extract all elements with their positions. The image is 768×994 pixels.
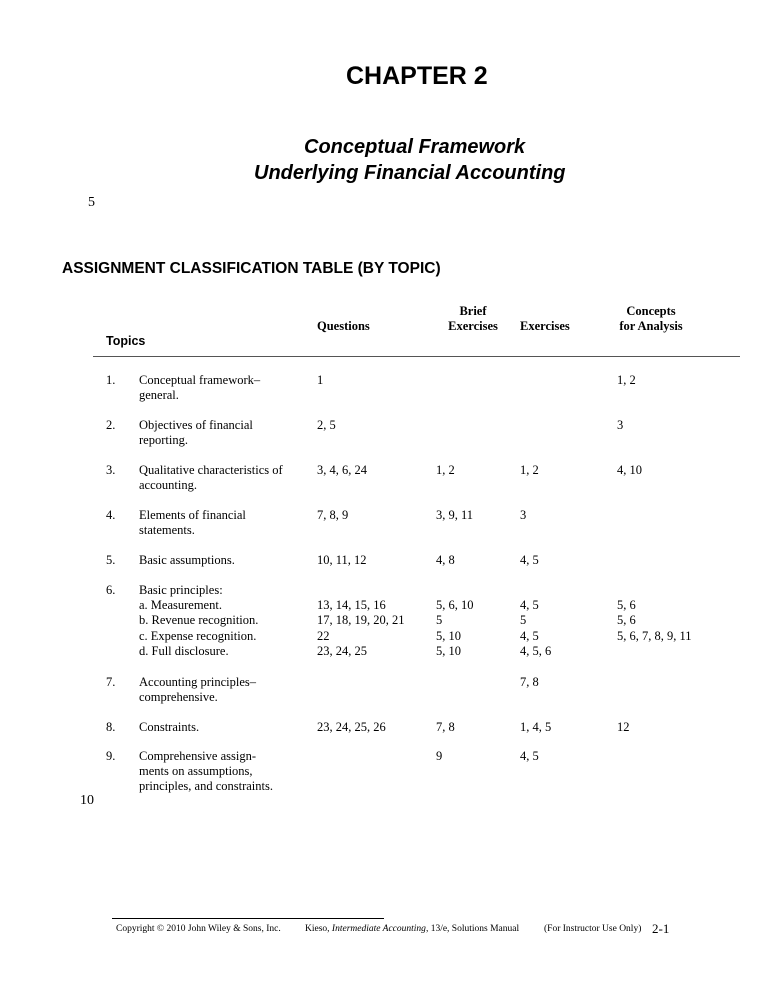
col-header-brief-line1: Brief: [459, 304, 487, 318]
cell-exercises: 4, 5: [520, 598, 539, 613]
row-number: 8.: [106, 720, 116, 734]
col-header-concepts: [614, 304, 688, 334]
cell-topic: Qualitative characteristics of: [139, 463, 283, 477]
cell-topic: ments on assumptions,: [139, 764, 253, 779]
cell-concepts: 3: [617, 418, 624, 432]
col-header-brief-exercises: [444, 304, 502, 334]
cell-concepts: 5, 6: [617, 598, 636, 613]
cell-brief-exercises: 1, 2: [436, 463, 455, 477]
footer-page-number: 2-1: [652, 921, 670, 936]
cell-topic: comprehensive.: [139, 690, 218, 705]
cell-exercises: 7, 8: [520, 675, 539, 689]
section-title: ASSIGNMENT CLASSIFICATION TABLE (BY TOPIC): [62, 260, 441, 277]
cell-topic: Constraints.: [139, 720, 200, 734]
row-number: 5.: [106, 553, 116, 567]
col-header-concepts-line2: for Analysis: [619, 319, 683, 333]
cell-topic: accounting.: [139, 478, 197, 493]
chapter-heading: CHAPTER 2: [346, 62, 488, 90]
cell-exercises: 4, 5: [520, 553, 539, 567]
cell-topic: general.: [139, 388, 179, 403]
row-number: 4.: [106, 508, 116, 522]
cell-questions: 13, 14, 15, 16: [317, 598, 386, 613]
footer-book-author: Kieso,: [305, 924, 332, 934]
cell-topic: d. Full disclosure.: [139, 643, 229, 658]
cell-exercises: 4, 5, 6: [520, 643, 552, 658]
cell-questions: 2, 5: [317, 418, 336, 432]
cell-concepts: 5, 6, 7, 8, 9, 11: [617, 628, 692, 643]
line-number-10: 10: [80, 793, 94, 808]
footer-rule: [112, 918, 384, 919]
footer-book-edition: , 13/e, Solutions Manual: [425, 924, 520, 934]
cell-concepts: 5, 6: [617, 613, 636, 628]
cell-exercises: 4, 5: [520, 749, 539, 763]
cell-brief-exercises: 9: [436, 749, 443, 763]
row-number: 1.: [106, 373, 116, 387]
cell-topic: c. Expense recognition.: [139, 628, 257, 643]
col-header-questions: Questions: [317, 319, 370, 333]
cell-topic: b. Revenue recognition.: [139, 613, 259, 628]
cell-concepts: 4, 10: [617, 463, 642, 477]
footer-copyright: Copyright © 2010 John Wiley & Sons, Inc.: [116, 924, 281, 934]
cell-brief-exercises: 5, 10: [436, 643, 461, 658]
cell-exercises: 1, 2: [520, 463, 539, 477]
line-number-5: 5: [88, 195, 95, 210]
cell-topic: statements.: [139, 523, 195, 538]
col-header-concepts-line1: Concepts: [626, 304, 676, 318]
cell-topic: principles, and constraints.: [139, 779, 273, 794]
cell-concepts: 12: [617, 720, 630, 734]
cell-brief-exercises: 4, 8: [436, 553, 455, 567]
cell-questions: 3, 4, 6, 24: [317, 463, 367, 477]
row-number: 6.: [106, 583, 116, 597]
cell-topic: Comprehensive assign-: [139, 749, 256, 763]
header-rule: [93, 356, 740, 357]
cell-concepts: 1, 2: [617, 373, 636, 387]
footer-book-title: Intermediate Accounting: [331, 924, 426, 934]
cell-brief-exercises: 5, 6, 10: [436, 598, 474, 613]
footer-instructor-note: (For Instructor Use Only): [544, 924, 642, 934]
row-number: 3.: [106, 463, 116, 477]
cell-questions: 7, 8, 9: [317, 508, 349, 522]
cell-questions: 17, 18, 19, 20, 21: [317, 613, 405, 628]
cell-brief-exercises: 5, 10: [436, 628, 461, 643]
cell-topic: Basic principles:: [139, 583, 223, 597]
cell-topic: reporting.: [139, 433, 188, 448]
row-number: 7.: [106, 675, 116, 689]
cell-questions: 23, 24, 25, 26: [317, 720, 386, 734]
row-number: 2.: [106, 418, 116, 432]
col-header-topics: Topics: [106, 334, 146, 348]
cell-exercises: 5: [520, 613, 527, 628]
cell-questions: 1: [317, 373, 324, 387]
cell-questions: 23, 24, 25: [317, 643, 367, 658]
cell-topic: Accounting principles–: [139, 675, 256, 689]
chapter-subtitle-line1: Conceptual Framework: [304, 136, 526, 158]
cell-exercises: 1, 4, 5: [520, 720, 552, 734]
cell-topic: Conceptual framework–: [139, 373, 261, 387]
col-header-exercises: Exercises: [520, 319, 570, 333]
cell-exercises: 4, 5: [520, 628, 539, 643]
col-header-brief-line2: Exercises: [448, 319, 498, 333]
cell-brief-exercises: 7, 8: [436, 720, 455, 734]
cell-topic: Basic assumptions.: [139, 553, 235, 567]
cell-brief-exercises: 3, 9, 11: [436, 508, 474, 522]
cell-exercises: 3: [520, 508, 527, 522]
cell-questions: 10, 11, 12: [317, 553, 367, 567]
cell-questions: 22: [317, 628, 330, 643]
footer-book-reference: [305, 924, 519, 934]
cell-topic: Elements of financial: [139, 508, 246, 522]
chapter-subtitle-line2: Underlying Financial Accounting: [254, 162, 566, 184]
cell-topic: a. Measurement.: [139, 598, 222, 613]
cell-brief-exercises: 5: [436, 613, 443, 628]
row-number: 9.: [106, 749, 116, 763]
cell-topic: Objectives of financial: [139, 418, 253, 432]
